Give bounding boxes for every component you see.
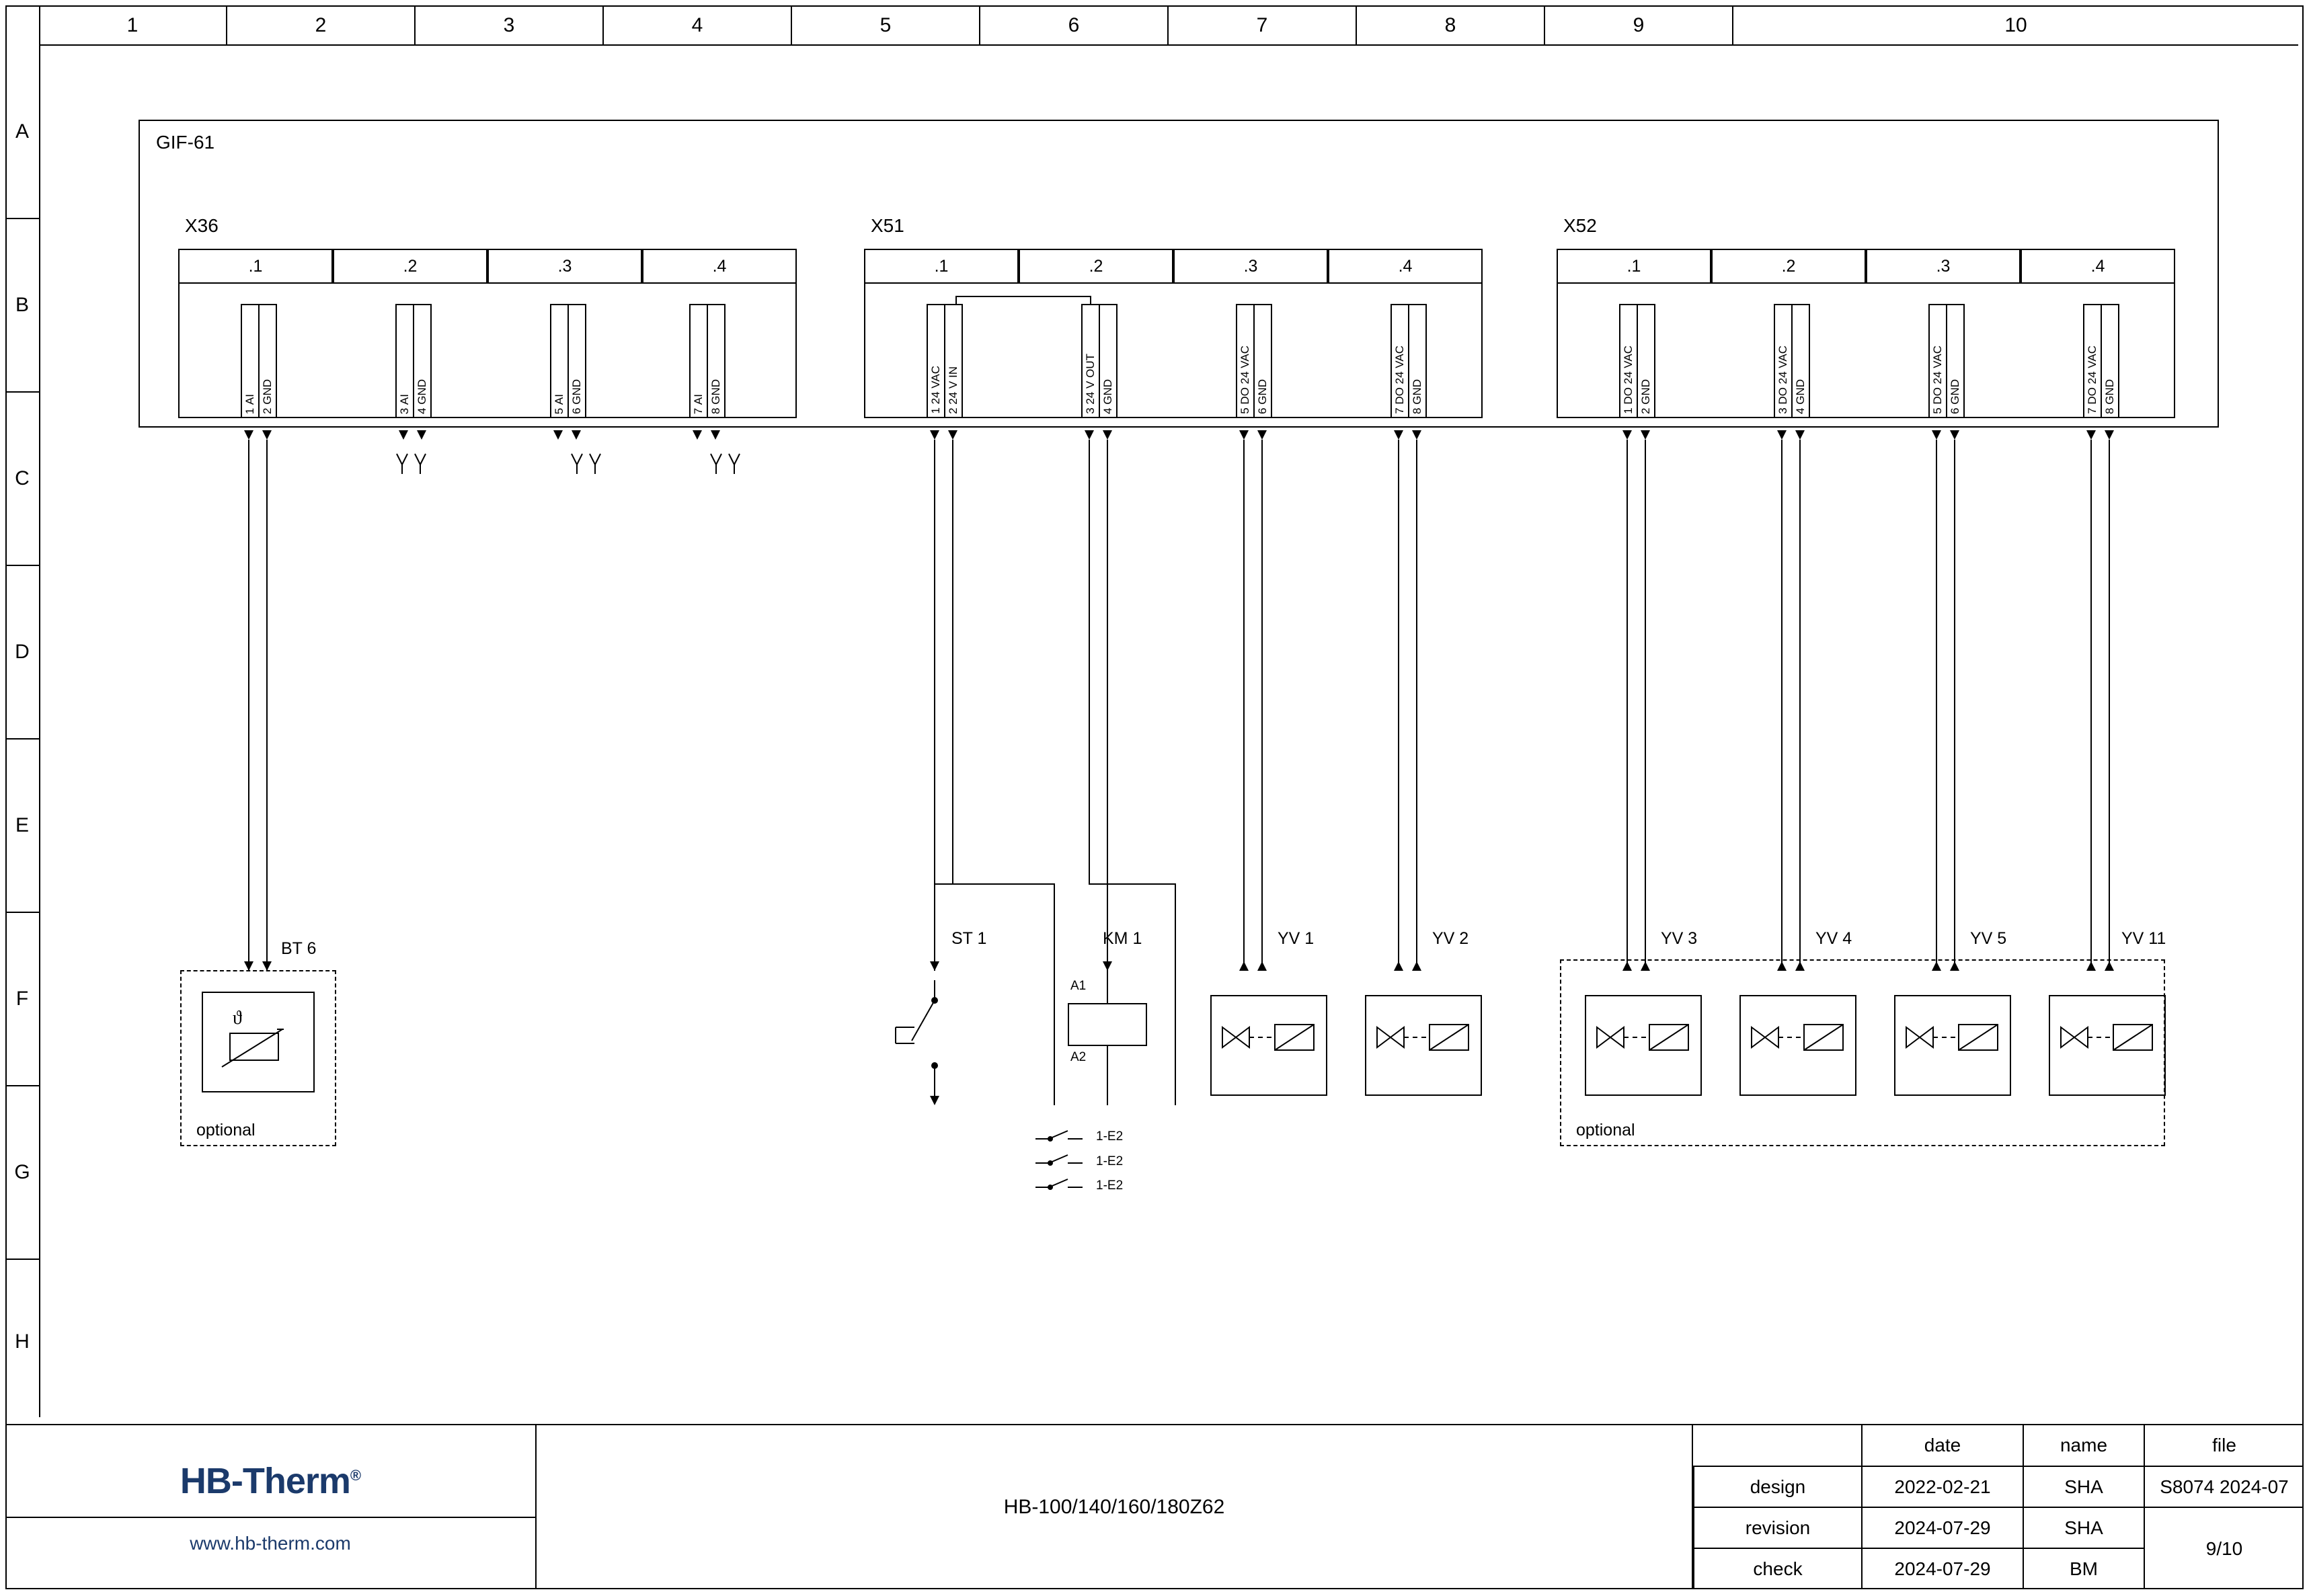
wire-arrow-icon <box>262 430 272 440</box>
column-label: 3 <box>416 5 604 46</box>
company-cell <box>5 1425 537 1589</box>
revision-name: SHA <box>2023 1508 2144 1549</box>
column-label: 1 <box>39 5 227 46</box>
thermal-switch-icon <box>888 968 982 1116</box>
wire-arrow-icon <box>2086 961 2096 971</box>
km1-contact-ref: 1-E2 <box>1096 1129 1124 1144</box>
wire <box>1089 883 1176 885</box>
wire <box>1627 440 1628 971</box>
pin-text: 2 GND <box>261 379 274 414</box>
wire-arrow-icon <box>1103 961 1112 971</box>
yv5-label: YV 5 <box>1970 929 2007 948</box>
pin-text: 7 AI <box>692 393 705 414</box>
wire <box>1107 1045 1108 1105</box>
solenoid-valve-icon <box>1585 995 1702 1096</box>
internal-link <box>1090 296 1091 305</box>
terminal-group: .1 <box>1557 249 1711 284</box>
gif61-label: GIF-61 <box>156 132 215 153</box>
km1-terminal-a1: A1 <box>1070 979 1087 993</box>
company-logo: HB-Therm® <box>180 1461 361 1501</box>
title-block <box>5 1424 2304 1589</box>
wire-arrow-icon <box>1085 430 1094 440</box>
terminal-group: .2 <box>1019 249 1173 284</box>
pin-pair <box>550 304 586 418</box>
km1-label: KM 1 <box>1103 929 1142 948</box>
solenoid-valve-icon <box>1365 995 1482 1096</box>
row-label: C <box>5 393 39 566</box>
pin-text: 7 DO 24 VAC <box>1393 346 1406 414</box>
wire-arrow-icon <box>2086 430 2096 440</box>
wire-arrow-icon <box>1950 961 1959 971</box>
pin-text: 5 AI <box>553 393 565 414</box>
wire-arrow-icon <box>1795 961 1805 971</box>
row-label: B <box>5 219 39 393</box>
column-label: 7 <box>1169 5 1357 46</box>
check-date: 2024-07-29 <box>1861 1549 2023 1589</box>
km1-terminal-a2: A2 <box>1070 1050 1087 1064</box>
wire <box>1107 440 1108 971</box>
terminal-group: .1 <box>178 249 333 284</box>
pin-text: 3 24 V OUT <box>1084 354 1097 414</box>
column-label: 8 <box>1357 5 1545 46</box>
pin-pair <box>927 304 963 418</box>
wire <box>952 440 953 883</box>
wire-arrow-icon <box>1394 961 1403 971</box>
header-blank <box>1693 1425 1861 1467</box>
wire-arrow-icon <box>1777 961 1787 971</box>
connector-x36-label: X36 <box>185 215 219 236</box>
st1-label: ST 1 <box>951 929 987 948</box>
wire <box>1799 440 1801 971</box>
solenoid-valve-icon <box>1739 995 1856 1096</box>
pin-text: 6 GND <box>1256 379 1269 414</box>
page-number: 9/10 <box>2144 1508 2304 1589</box>
wire <box>248 440 249 971</box>
pin-text: 4 GND <box>1101 379 1114 414</box>
check-name: BM <box>2023 1549 2144 1589</box>
km1-contact-ref: 1-E2 <box>1096 1179 1124 1193</box>
file-value: S8074 2024-07 <box>2144 1467 2304 1508</box>
wire-arrow-icon <box>1257 961 1267 971</box>
pin-text: 1 DO 24 VAC <box>1622 346 1635 414</box>
terminal-group: .3 <box>1173 249 1328 284</box>
wire <box>1398 440 1399 971</box>
row-label: D <box>5 566 39 740</box>
terminal-group: .4 <box>1328 249 1483 284</box>
pin-text: 3 DO 24 VAC <box>1776 346 1789 414</box>
row-label: A <box>5 46 39 219</box>
connector-x52-label: X52 <box>1563 215 1597 236</box>
wire <box>1175 883 1176 1105</box>
drawing-title: HB-100/140/160/180Z62 <box>537 1425 1693 1589</box>
wire <box>1645 440 1646 971</box>
pin-text: 4 GND <box>1794 379 1807 414</box>
wire-arrow-icon <box>1412 961 1421 971</box>
bt6-label: BT 6 <box>281 939 317 958</box>
pin-pair <box>1928 304 1965 418</box>
header-name: name <box>2023 1425 2144 1467</box>
wire <box>266 440 268 971</box>
wire-arrow-icon <box>1777 430 1787 440</box>
km1-coil-box <box>1068 1003 1147 1046</box>
wire <box>1243 440 1245 971</box>
pin-pair <box>1236 304 1272 418</box>
terminal-group: .4 <box>642 249 797 284</box>
revision-date: 2024-07-29 <box>1861 1508 2023 1549</box>
column-label: 2 <box>227 5 416 46</box>
wire-arrow-icon <box>1412 430 1421 440</box>
row-label: G <box>5 1086 39 1260</box>
yv11-label: YV 11 <box>2121 929 2166 948</box>
wire <box>1954 440 1955 971</box>
header-date: date <box>1861 1425 2023 1467</box>
internal-link <box>955 296 957 305</box>
terminal-group: .4 <box>2021 249 2175 284</box>
wire <box>934 883 1055 885</box>
design-name: SHA <box>2023 1467 2144 1508</box>
yv2-label: YV 2 <box>1432 929 1469 948</box>
pin-text: 2 GND <box>1639 379 1652 414</box>
pin-text: 6 GND <box>1949 379 1961 414</box>
solenoid-valve-icon <box>1210 995 1327 1096</box>
wire-arrow-icon <box>948 430 957 440</box>
optional-valves-note: optional <box>1576 1121 1635 1140</box>
wire-arrow-icon <box>1641 961 1650 971</box>
wire <box>1054 883 1055 1105</box>
unconnected-stub-icon <box>377 437 753 477</box>
wire <box>1261 440 1263 971</box>
solenoid-valve-icon <box>2049 995 2166 1096</box>
temperature-sensor-icon <box>202 992 315 1092</box>
row-label-revision: revision <box>1693 1508 1861 1549</box>
pin-pair <box>395 304 432 418</box>
wire-arrow-icon <box>930 430 939 440</box>
wire <box>1416 440 1417 971</box>
wire-arrow-icon <box>1257 430 1267 440</box>
pin-text: 8 GND <box>2103 379 2116 414</box>
design-date: 2022-02-21 <box>1861 1467 2023 1508</box>
wire-arrow-icon <box>262 961 272 971</box>
pin-text: 8 GND <box>1411 379 1423 414</box>
column-label: 4 <box>604 5 792 46</box>
wire-arrow-icon <box>1795 430 1805 440</box>
terminal-group: .2 <box>333 249 487 284</box>
company-website: www.hb-therm.com <box>190 1533 351 1554</box>
wire-arrow-icon <box>244 961 253 971</box>
column-label: 6 <box>980 5 1169 46</box>
pin-pair <box>689 304 726 418</box>
pin-pair <box>2083 304 2119 418</box>
wire <box>2109 440 2110 971</box>
frame-row-divider <box>39 5 40 1417</box>
pin-text: 1 24 VAC <box>929 366 942 414</box>
wire-arrow-icon <box>244 430 253 440</box>
wire <box>1107 971 1108 1004</box>
wire-arrow-icon <box>1394 430 1403 440</box>
pin-text: 5 DO 24 VAC <box>1239 346 1251 414</box>
wire-arrow-icon <box>2105 430 2114 440</box>
pin-pair <box>241 304 277 418</box>
pin-pair <box>1390 304 1427 418</box>
pin-pair <box>1081 304 1118 418</box>
wire <box>2090 440 2092 971</box>
wire-arrow-icon <box>2105 961 2114 971</box>
pin-text: 6 GND <box>570 379 583 414</box>
pin-text: 1 AI <box>243 393 256 414</box>
wire <box>1936 440 1937 971</box>
row-label: H <box>15 1330 30 1353</box>
internal-link <box>957 296 1091 297</box>
pin-text: 7 DO 24 VAC <box>2086 346 2099 414</box>
connector-x51-label: X51 <box>871 215 904 236</box>
wire-arrow-icon <box>1950 430 1959 440</box>
yv4-label: YV 4 <box>1815 929 1852 948</box>
header-file: file <box>2144 1425 2304 1467</box>
wire-arrow-icon <box>1239 961 1249 971</box>
column-label: 5 <box>792 5 980 46</box>
wire-arrow-icon <box>1239 430 1249 440</box>
column-label: 10 <box>2004 14 2027 36</box>
terminal-group: .1 <box>864 249 1019 284</box>
pin-text: 2 24 V IN <box>947 366 959 414</box>
yv3-label: YV 3 <box>1661 929 1698 948</box>
row-label: E <box>5 740 39 913</box>
solenoid-valve-icon <box>1894 995 2011 1096</box>
row-label: F <box>5 913 39 1086</box>
wire <box>1089 440 1090 883</box>
wire-arrow-icon <box>1932 430 1941 440</box>
column-header-band <box>39 5 2298 46</box>
terminal-group: .2 <box>1711 249 1866 284</box>
wire-arrow-icon <box>1932 961 1941 971</box>
row-label-check: check <box>1693 1549 1861 1589</box>
yv1-label: YV 1 <box>1278 929 1315 948</box>
pin-text: 8 GND <box>709 379 722 414</box>
row-label-design: design <box>1693 1467 1861 1508</box>
pin-text: 3 AI <box>398 393 411 414</box>
km1-contact-ref: 1-E2 <box>1096 1154 1124 1168</box>
column-label: 9 <box>1545 5 1733 46</box>
terminal-group: .3 <box>1866 249 2021 284</box>
svg-text:ϑ: ϑ <box>233 1008 242 1029</box>
terminal-group: .3 <box>487 249 642 284</box>
bt6-optional-note: optional <box>196 1121 256 1140</box>
wire-arrow-icon <box>1103 430 1112 440</box>
wire-arrow-icon <box>1622 961 1632 971</box>
pin-text: 4 GND <box>416 379 428 414</box>
wire <box>1781 440 1783 971</box>
wire-arrow-icon <box>1622 430 1632 440</box>
pin-pair <box>1619 304 1655 418</box>
wire <box>934 440 935 971</box>
pin-pair <box>1774 304 1810 418</box>
pin-text: 5 DO 24 VAC <box>1931 346 1944 414</box>
wire-arrow-icon <box>1641 430 1650 440</box>
